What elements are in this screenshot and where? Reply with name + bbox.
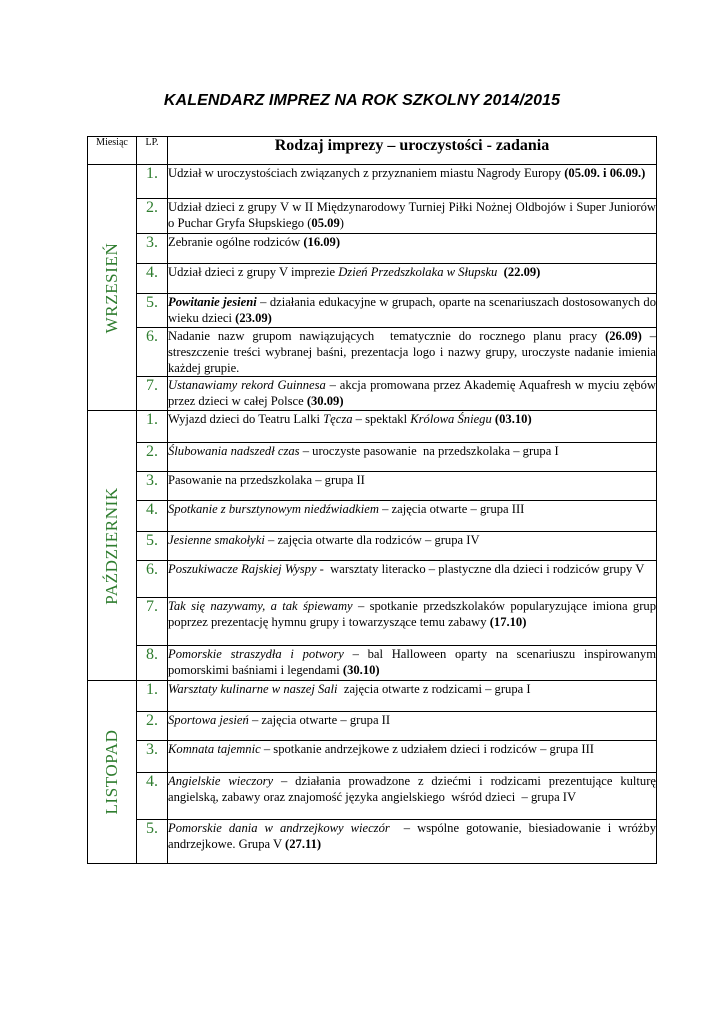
- table-row: [88, 598, 657, 646]
- month-cell: [88, 411, 137, 681]
- event-text-fragment: (05.09. i 06.09.): [564, 166, 646, 180]
- document-title: KALENDARZ IMPREZ NA ROK SZKOLNY 2014/2015: [163, 92, 561, 109]
- row-number: 3.: [137, 472, 168, 501]
- event-text-fragment: (30.09): [306, 394, 344, 408]
- event-description: [168, 328, 660, 377]
- events-calendar-table: [87, 136, 663, 864]
- event-text-fragment: (03.10): [494, 412, 532, 426]
- event-description: [168, 646, 660, 681]
- event-text-fragment: – wspólne gotowanie, biesiadowanie i wróżby andrzejkowe. Grupa V: [168, 821, 663, 851]
- event-description: [168, 377, 660, 411]
- event-text-fragment: Ślubowania nadszedł czas: [168, 444, 300, 458]
- row-number: 1.: [137, 411, 168, 443]
- row-number: 5.: [137, 294, 168, 328]
- row-number: 7.: [137, 377, 168, 411]
- table-row: [88, 411, 657, 443]
- event-text-fragment: Pomorskie straszydła i potwory: [168, 647, 344, 661]
- table-row: [88, 199, 657, 234]
- event-text-fragment: ): [339, 216, 344, 230]
- event-text-fragment: Sportowa jesień: [168, 713, 249, 727]
- event-text-fragment: – akcja promowana przez Akademię Aquafresh w myciu zębów przez dzieci w całej Polsce: [168, 378, 660, 408]
- row-number: 3.: [137, 234, 168, 264]
- event-text-fragment: Dzień Przedszkolaka w Słupsku: [338, 265, 498, 279]
- row-number: 8.: [137, 646, 168, 681]
- event-text-fragment: (27.11): [285, 837, 322, 851]
- event-text-fragment: - warsztaty literacko – plastyczne dla dzieci i rodziców grupy V: [316, 562, 645, 576]
- table-row: [88, 741, 657, 773]
- event-description: [168, 264, 657, 294]
- event-text-fragment: Poszukiwacze Rajskiej Wyspy: [168, 562, 317, 576]
- event-text-fragment: Angielskie wieczory: [168, 774, 274, 788]
- event-text-fragment: Komnata tajemnic: [168, 742, 261, 756]
- row-number: 6.: [137, 328, 168, 377]
- event-text-fragment: Jesienne smakołyki: [168, 533, 265, 547]
- row-number: 2.: [137, 712, 168, 741]
- event-text-fragment: Królowa Śniegu: [410, 412, 492, 426]
- event-text-fragment: Udział dzieci z grupy V imprezie: [168, 265, 339, 279]
- event-text-fragment: Pasowanie na przedszkolaka – grupa II: [168, 473, 365, 487]
- event-text-fragment: (22.09): [503, 265, 541, 279]
- event-text-fragment: Tak się nazywamy, a tak śpiewamy: [168, 599, 353, 613]
- event-description: [168, 472, 657, 501]
- event-text-fragment: – bal Halloween oparty na scenariuszu inspirowanym pomorskimi baśniami i legendami: [168, 647, 660, 677]
- event-description: [168, 741, 657, 773]
- table-row: [88, 234, 657, 264]
- table-row: [88, 681, 657, 712]
- event-text-fragment: – zajęcia otwarte – grupa II: [248, 713, 391, 727]
- event-description: [168, 561, 657, 598]
- month-cell: [88, 681, 137, 864]
- table-header-row: [88, 137, 657, 165]
- event-text-fragment: (16.09): [303, 235, 341, 249]
- row-number: 4.: [137, 773, 168, 820]
- event-text-fragment: Zebranie ogólne rodziców: [168, 235, 304, 249]
- event-description: [168, 598, 660, 646]
- table-row: [88, 712, 657, 741]
- description-column-header: Rodzaj imprezy – uroczystości - zadania: [168, 137, 657, 165]
- event-text-fragment: Powitanie jesieni: [168, 295, 257, 309]
- row-number: 5.: [137, 532, 168, 561]
- month-cell: [88, 165, 137, 411]
- table-row: [88, 501, 657, 532]
- event-text-fragment: – zajęcia otwarte – grupa III: [378, 502, 525, 516]
- table-row: [88, 443, 657, 472]
- row-number: 7.: [137, 598, 168, 646]
- event-text-fragment: – streszczenie treści wybranej baśni, prezentacja logo i nazwy grupy, uroczyste nadanie imienia każdej grupie.: [168, 329, 660, 375]
- table-row: [88, 646, 657, 681]
- event-description: [168, 532, 657, 561]
- table-row: [88, 264, 657, 294]
- lp-column-header: LP.: [137, 137, 168, 165]
- event-description: [168, 501, 657, 532]
- event-text-fragment: – spotkanie andrzejkowe z udziałem dzieci i rodziców – grupa III: [260, 742, 594, 756]
- event-text-fragment: – spotkanie przedszkolaków popularyzujące imiona grup poprzez prezentację hymnu grupy i towarzyszące temu zabawy: [168, 599, 660, 629]
- row-number: 5.: [137, 820, 168, 864]
- event-text-fragment: Nadanie nazw grupom nawiązujących tematycznie do rocznego planu pracy: [168, 329, 606, 343]
- event-text-fragment: (23.09): [235, 311, 272, 325]
- event-description: [168, 443, 657, 472]
- table-row: [88, 377, 657, 411]
- event-description: [168, 234, 657, 264]
- event-text-fragment: Ustanawiamy rekord Guinnesa: [168, 378, 326, 392]
- table-row: [88, 532, 657, 561]
- table-row: [88, 165, 657, 199]
- event-description: [168, 165, 657, 199]
- event-text-fragment: (17.10): [489, 615, 527, 629]
- table-row: [88, 472, 657, 501]
- event-text-fragment: Tęcza: [323, 412, 353, 426]
- event-description: [168, 820, 663, 864]
- event-text-fragment: Wyjazd dzieci do Teatru Lalki: [168, 412, 324, 426]
- month-label: PAŹDZIERNIK: [102, 486, 121, 605]
- month-label: WRZESIEŃ: [102, 242, 121, 333]
- month-label: LISTOPAD: [102, 729, 121, 815]
- event-text-fragment: Udział dzieci z grupy V w II Międzynarodowy Turniej Piłki Nożnej Oldbojów i Super Juniorów o Puchar Gryfa Słupskiego (: [168, 200, 660, 230]
- event-text-fragment: – zajęcia otwarte dla rodziców – grupa IV: [264, 533, 480, 547]
- row-number: 4.: [137, 264, 168, 294]
- event-text-fragment: 05.09: [311, 216, 340, 230]
- row-number: 6.: [137, 561, 168, 598]
- event-description: [168, 199, 660, 234]
- table-row: [88, 773, 657, 820]
- row-number: 4.: [137, 501, 168, 532]
- event-text-fragment: Udział w uroczystościach związanych z przyznaniem miastu Nagrody Europy: [168, 166, 565, 180]
- table-row: [88, 294, 657, 328]
- event-text-fragment: Spotkanie z bursztynowym niedźwiadkiem: [168, 502, 379, 516]
- event-description: [168, 773, 660, 820]
- table-row: [88, 328, 657, 377]
- event-description: [168, 712, 657, 741]
- event-description: [168, 681, 657, 712]
- event-text-fragment: Warsztaty kulinarne w naszej Sali: [168, 682, 338, 696]
- event-text-fragment: Pomorskie dania w andrzejkowy wieczór: [168, 821, 390, 835]
- event-text-fragment: – uroczyste pasowanie na przedszkolaka – grupa I: [299, 444, 559, 458]
- event-text-fragment: – działania prowadzone z dziećmi i rodzicami prezentujące kulturę angielską, zabawy oraz znajomość języka angielskiego wśród dzieci – grupa IV: [168, 774, 660, 804]
- row-number: 2.: [137, 443, 168, 472]
- event-description: [168, 411, 657, 443]
- row-number: 2.: [137, 199, 168, 234]
- event-text-fragment: – działania edukacyjne w grupach, oparte na scenariuszach dostosowanych do wieku dzieci: [168, 295, 660, 325]
- table-row: [88, 820, 657, 864]
- event-text-fragment: – spektakl: [352, 412, 411, 426]
- table-row: [88, 561, 657, 598]
- event-text-fragment: zajęcia otwarte z rodzicami – grupa I: [337, 682, 531, 696]
- event-description: [168, 294, 660, 328]
- month-column-header: Miesiąc: [88, 137, 137, 165]
- event-text-fragment: (26.09): [605, 329, 642, 343]
- event-text-fragment: (30.10): [342, 663, 380, 677]
- row-number: 1.: [137, 681, 168, 712]
- row-number: 1.: [137, 165, 168, 199]
- row-number: 3.: [137, 741, 168, 773]
